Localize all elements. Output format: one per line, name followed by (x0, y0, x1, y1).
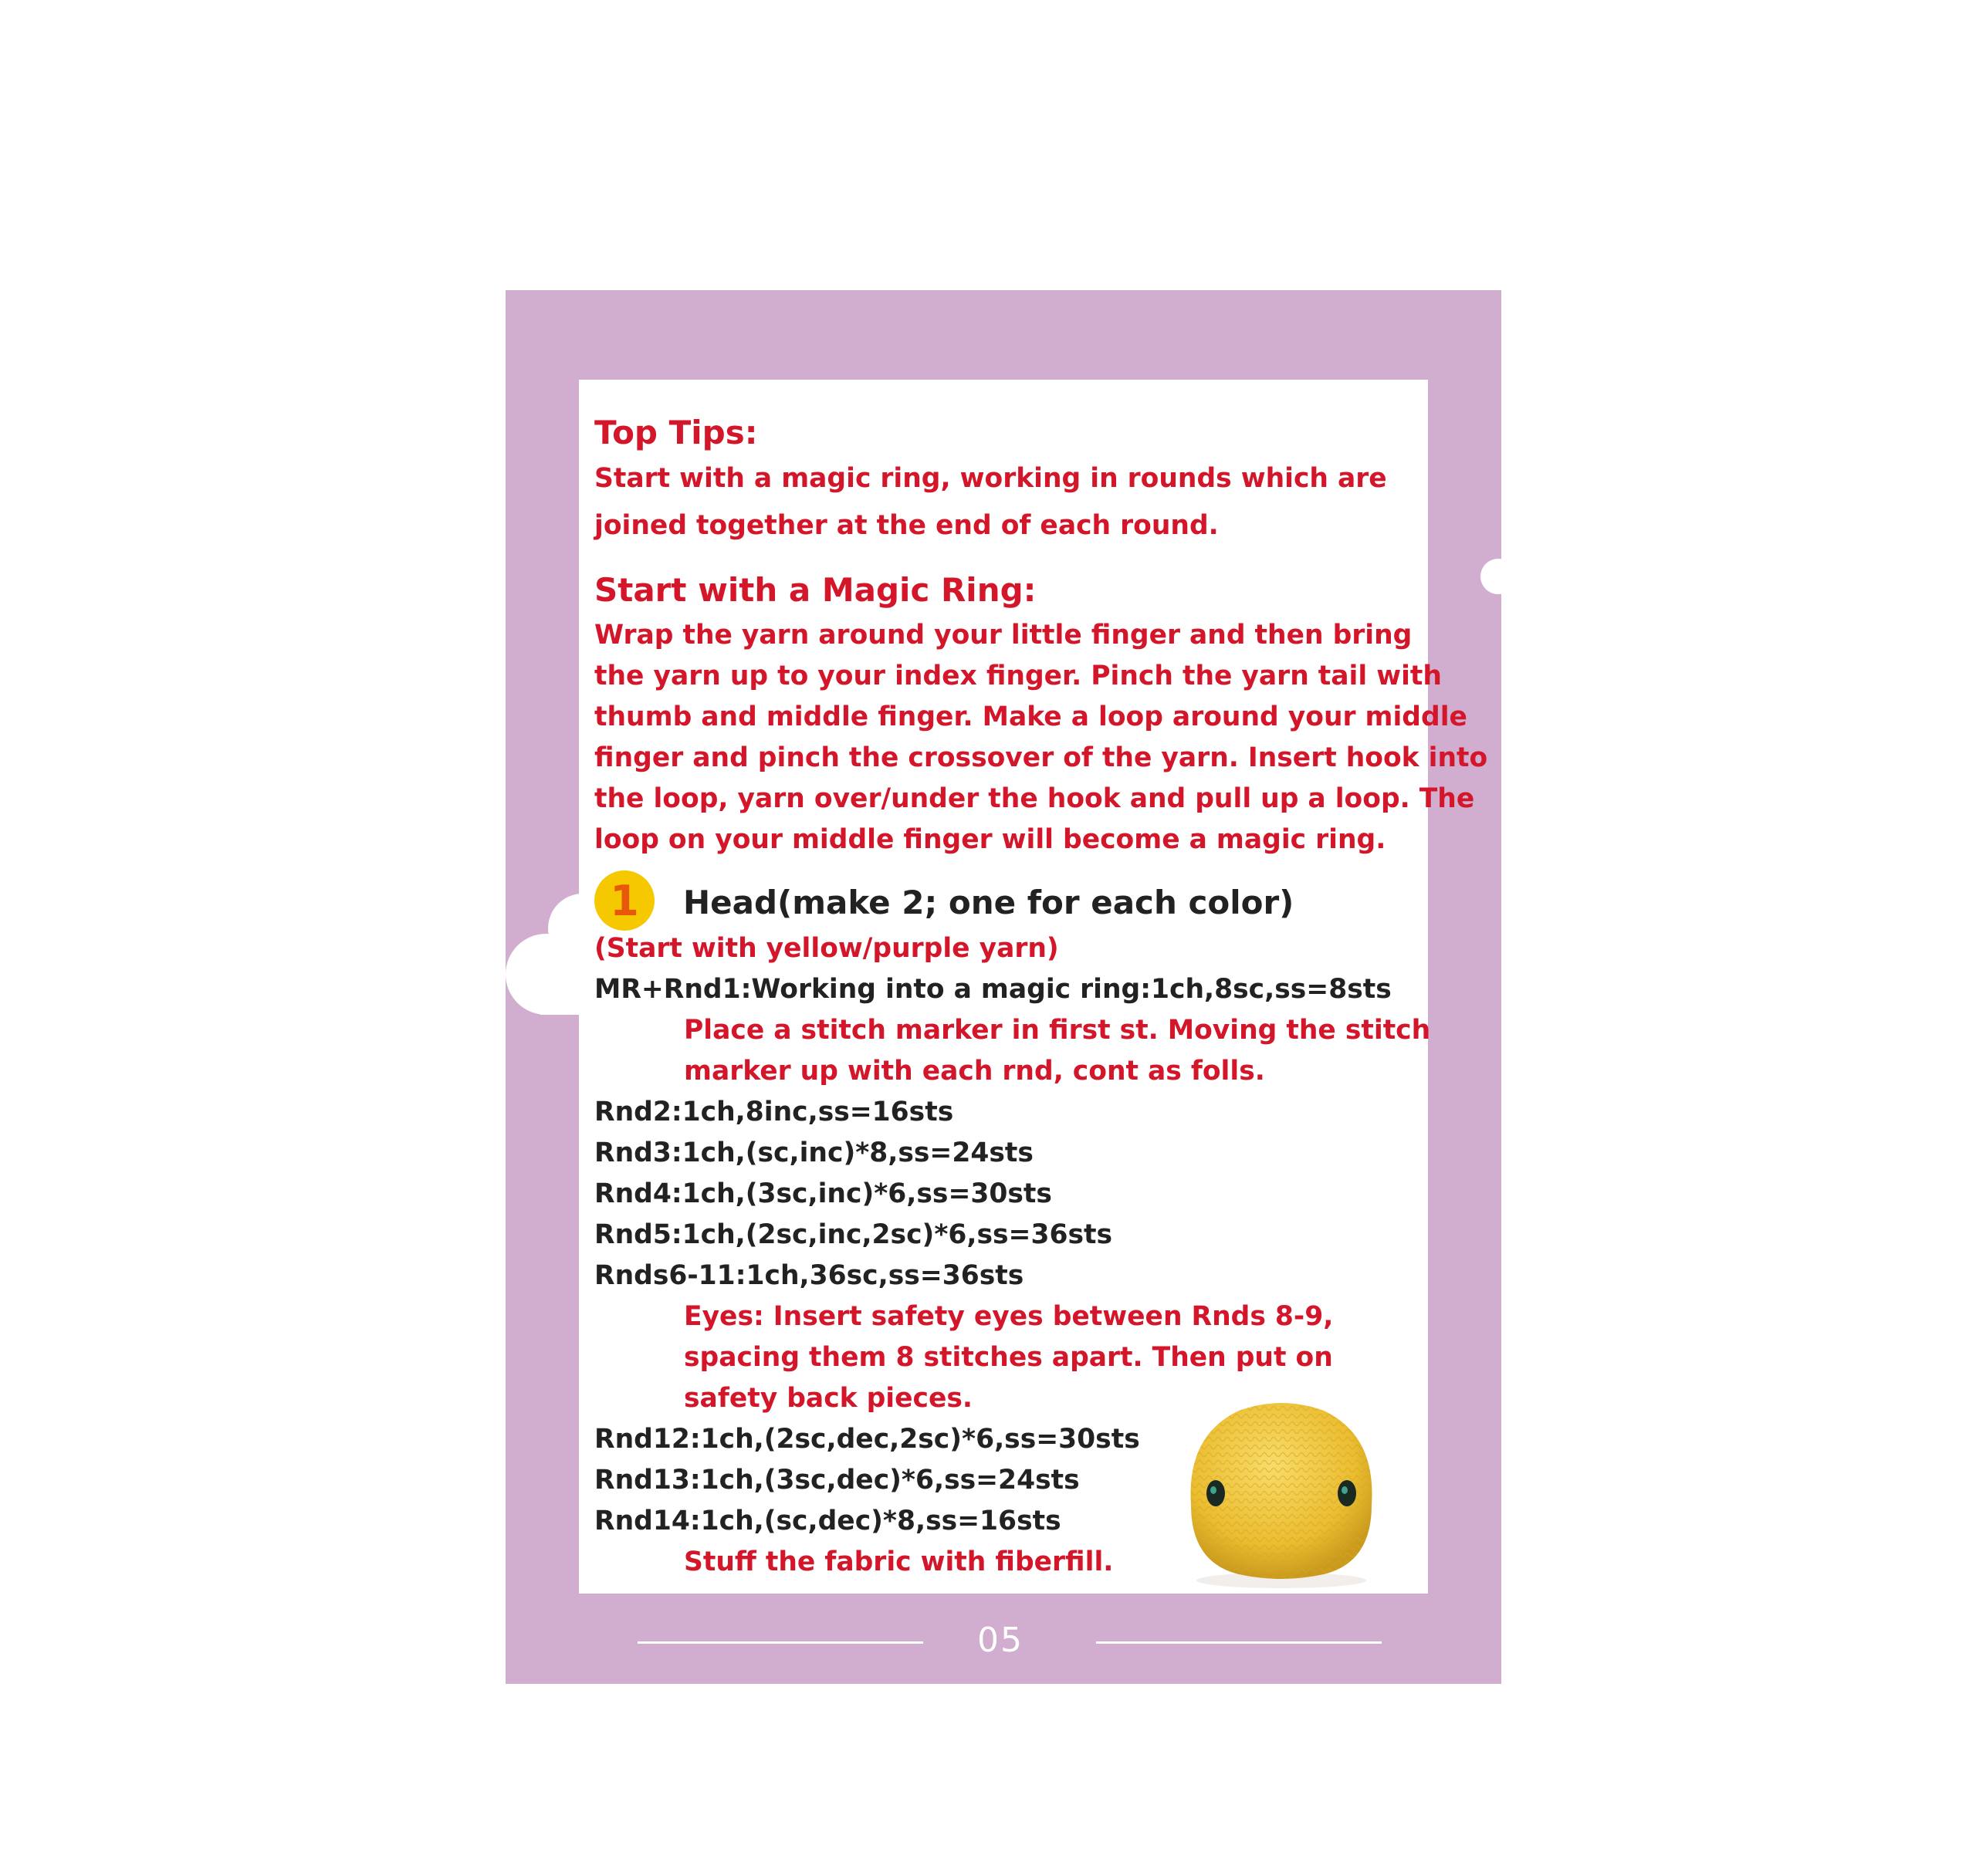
round-instruction: Rnd3:1ch,(sc,inc)*8,ss=24sts (594, 1137, 1034, 1168)
magic-ring-line: loop on your middle finger will become a magic ring. (594, 824, 1386, 855)
footer-rule-left (638, 1641, 923, 1644)
frame-notch (1480, 559, 1516, 594)
round-instruction: Rnd13:1ch,(3sc,dec)*6,ss=24sts (594, 1465, 1080, 1496)
instruction-note: marker up with each rnd, cont as folls. (684, 1056, 1265, 1087)
eyes-note: spacing them 8 stitches apart. Then put on (684, 1342, 1333, 1373)
magic-ring-line: the yarn up to your index finger. Pinch the yarn tail with (594, 661, 1442, 691)
eyes-note: safety back pieces. (684, 1383, 973, 1414)
crochet-head-photo (1169, 1389, 1393, 1590)
round-instruction: Rnd4:1ch,(3sc,inc)*6,ss=30sts (594, 1178, 1052, 1209)
right-eye-icon (1338, 1480, 1356, 1506)
round-instruction: Rnd2:1ch,8inc,ss=16sts (594, 1097, 954, 1127)
round-instruction: Rnd12:1ch,(2sc,dec,2sc)*6,ss=30sts (594, 1424, 1140, 1455)
magic-ring-line: the loop, yarn over/under the hook and pull up a loop. The (594, 783, 1475, 814)
round-instruction: MR+Rnd1:Working into a magic ring:1ch,8sc,ss=8sts (594, 974, 1392, 1005)
top-tips-line: Start with a magic ring, working in rounds which are (594, 463, 1387, 494)
instruction-note: Place a stitch marker in first st. Moving the stitch (684, 1015, 1431, 1046)
page-number: 05 (977, 1621, 1024, 1660)
magic-ring-line: finger and pinch the crossover of the yarn. Insert hook into (594, 742, 1488, 773)
head-subtitle: (Start with yellow/purple yarn) (594, 933, 1059, 964)
magic-ring-heading: Start with a Magic Ring: (594, 571, 1037, 609)
eyes-note: Eyes: Insert safety eyes between Rnds 8-9, (684, 1301, 1334, 1332)
magic-ring-line: Wrap the yarn around your little finger and then bring (594, 620, 1413, 651)
footer-rule-right (1096, 1641, 1382, 1644)
left-eye-icon (1206, 1480, 1225, 1506)
round-instruction: Rnd14:1ch,(sc,dec)*8,ss=16sts (594, 1506, 1061, 1536)
magic-ring-line: thumb and middle finger. Make a loop around your middle (594, 701, 1467, 732)
round-instruction: Rnd5:1ch,(2sc,inc,2sc)*6,ss=36sts (594, 1219, 1113, 1250)
stuffing-note: Stuff the fabric with fiberfill. (684, 1546, 1114, 1577)
top-tips-line: joined together at the end of each round. (594, 510, 1219, 541)
top-tips-heading: Top Tips: (594, 414, 758, 451)
round-instruction: Rnds6-11:1ch,36sc,ss=36sts (594, 1260, 1024, 1291)
head-section-title: Head(make 2; one for each color) (683, 884, 1294, 921)
step-number-badge: 1 (594, 870, 655, 931)
